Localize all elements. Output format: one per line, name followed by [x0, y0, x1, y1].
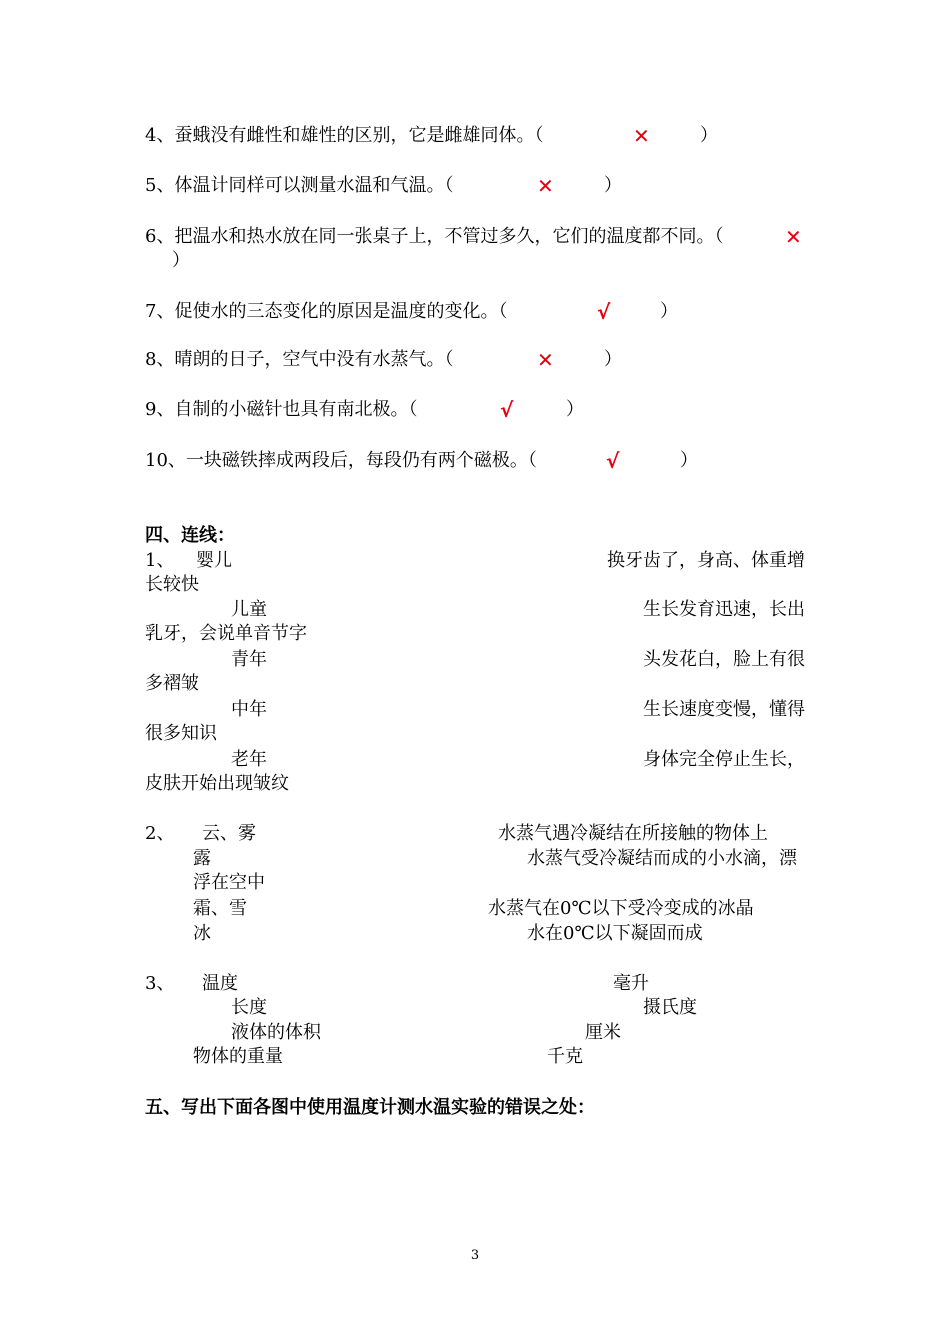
cross-mark-icon: ✕: [633, 124, 650, 148]
judgement-item-7: 7、促使水的三态变化的原因是温度的变化。（: [145, 301, 508, 322]
judgement-item-9: 9、自制的小磁针也具有南北极。（: [145, 399, 418, 420]
match-right-item: 毫升: [613, 973, 649, 994]
match-left-item: 霜、雪: [193, 898, 247, 919]
match-left-item: 婴儿: [196, 550, 232, 571]
match-right-wrap: 浮在空中: [193, 872, 265, 893]
check-mark-icon: √: [606, 449, 620, 473]
cross-mark-icon: ✕: [537, 174, 554, 198]
cross-mark-icon: ✕: [785, 225, 802, 249]
paren-close: ）: [566, 399, 584, 420]
match-right-item: 水蒸气受冷凝结而成的小水滴，漂: [527, 848, 797, 869]
paren-close: ）: [604, 175, 622, 196]
match-left-item: 液体的体积: [231, 1022, 321, 1043]
match-left-item: 温度: [202, 973, 238, 994]
match-left-item: 冰: [193, 923, 211, 944]
match-right-item: 厘米: [585, 1022, 621, 1043]
match-left-item: 露: [193, 848, 211, 869]
match-left-item: 云、雾: [202, 823, 256, 844]
match-left-item: 长度: [231, 997, 267, 1018]
paren-close: ）: [604, 349, 622, 370]
match-right-wrap: 长较快: [145, 574, 199, 595]
match-right-item: 千克: [547, 1046, 583, 1067]
judgement-item-10: 10、一块磁铁摔成两段后，每段仍有两个磁极。（: [145, 450, 537, 471]
judgement-item-4: 4、蚕蛾没有雌性和雄性的区别，它是雌雄同体。（: [145, 125, 544, 146]
match-right-wrap: 乳牙，会说单音节字: [145, 623, 307, 644]
match-right-wrap: 很多知识: [145, 723, 217, 744]
match-left-item: 青年: [231, 649, 267, 670]
match-right-item: 生长发育迅速，长出: [643, 599, 805, 620]
question-number: 3、: [145, 973, 175, 994]
match-left-item: 中年: [231, 699, 267, 720]
section-title: 五、写出下面各图中使用温度计测水温实验的错误之处：: [145, 1097, 595, 1118]
section-title: 四、连线：: [145, 525, 235, 546]
match-right-item: 换牙齿了，身高、体重增: [607, 550, 805, 571]
paren-close: ）: [660, 301, 678, 322]
paren-close: ）: [700, 125, 718, 146]
match-right-item: 水在0℃以下凝固而成: [527, 923, 703, 944]
match-right-item: 水蒸气遇冷凝结在所接触的物体上: [498, 823, 768, 844]
match-right-item: 摄氏度: [643, 997, 697, 1018]
judgement-item-6: 6、把温水和热水放在同一张桌子上，不管过多久，它们的温度都不同。（: [145, 226, 724, 247]
check-mark-icon: √: [597, 300, 611, 324]
question-number: 1、: [145, 550, 175, 571]
match-left-item: 老年: [231, 749, 267, 770]
page-number: 3: [470, 1248, 480, 1263]
judgement-item-5: 5、体温计同样可以测量水温和气温。（: [145, 175, 454, 196]
match-right-wrap: 皮肤开始出现皱纹: [145, 773, 289, 794]
judgement-item-8: 8、晴朗的日子，空气中没有水蒸气。（: [145, 349, 454, 370]
paren-close: ）: [680, 450, 698, 471]
match-right-item: 水蒸气在0℃以下受冷变成的冰晶: [488, 898, 754, 919]
match-right-item: 生长速度变慢，懂得: [643, 699, 805, 720]
question-number: 2、: [145, 823, 175, 844]
match-left-item: 儿童: [231, 599, 267, 620]
cross-mark-icon: ✕: [537, 348, 554, 372]
match-right-item: 头发花白，脸上有很: [643, 649, 805, 670]
match-left-item: 物体的重量: [193, 1046, 283, 1067]
paren-close: ）: [172, 250, 190, 271]
check-mark-icon: √: [500, 398, 514, 422]
match-right-wrap: 多褶皱: [145, 673, 199, 694]
match-right-item: 身体完全停止生长，: [643, 749, 805, 770]
